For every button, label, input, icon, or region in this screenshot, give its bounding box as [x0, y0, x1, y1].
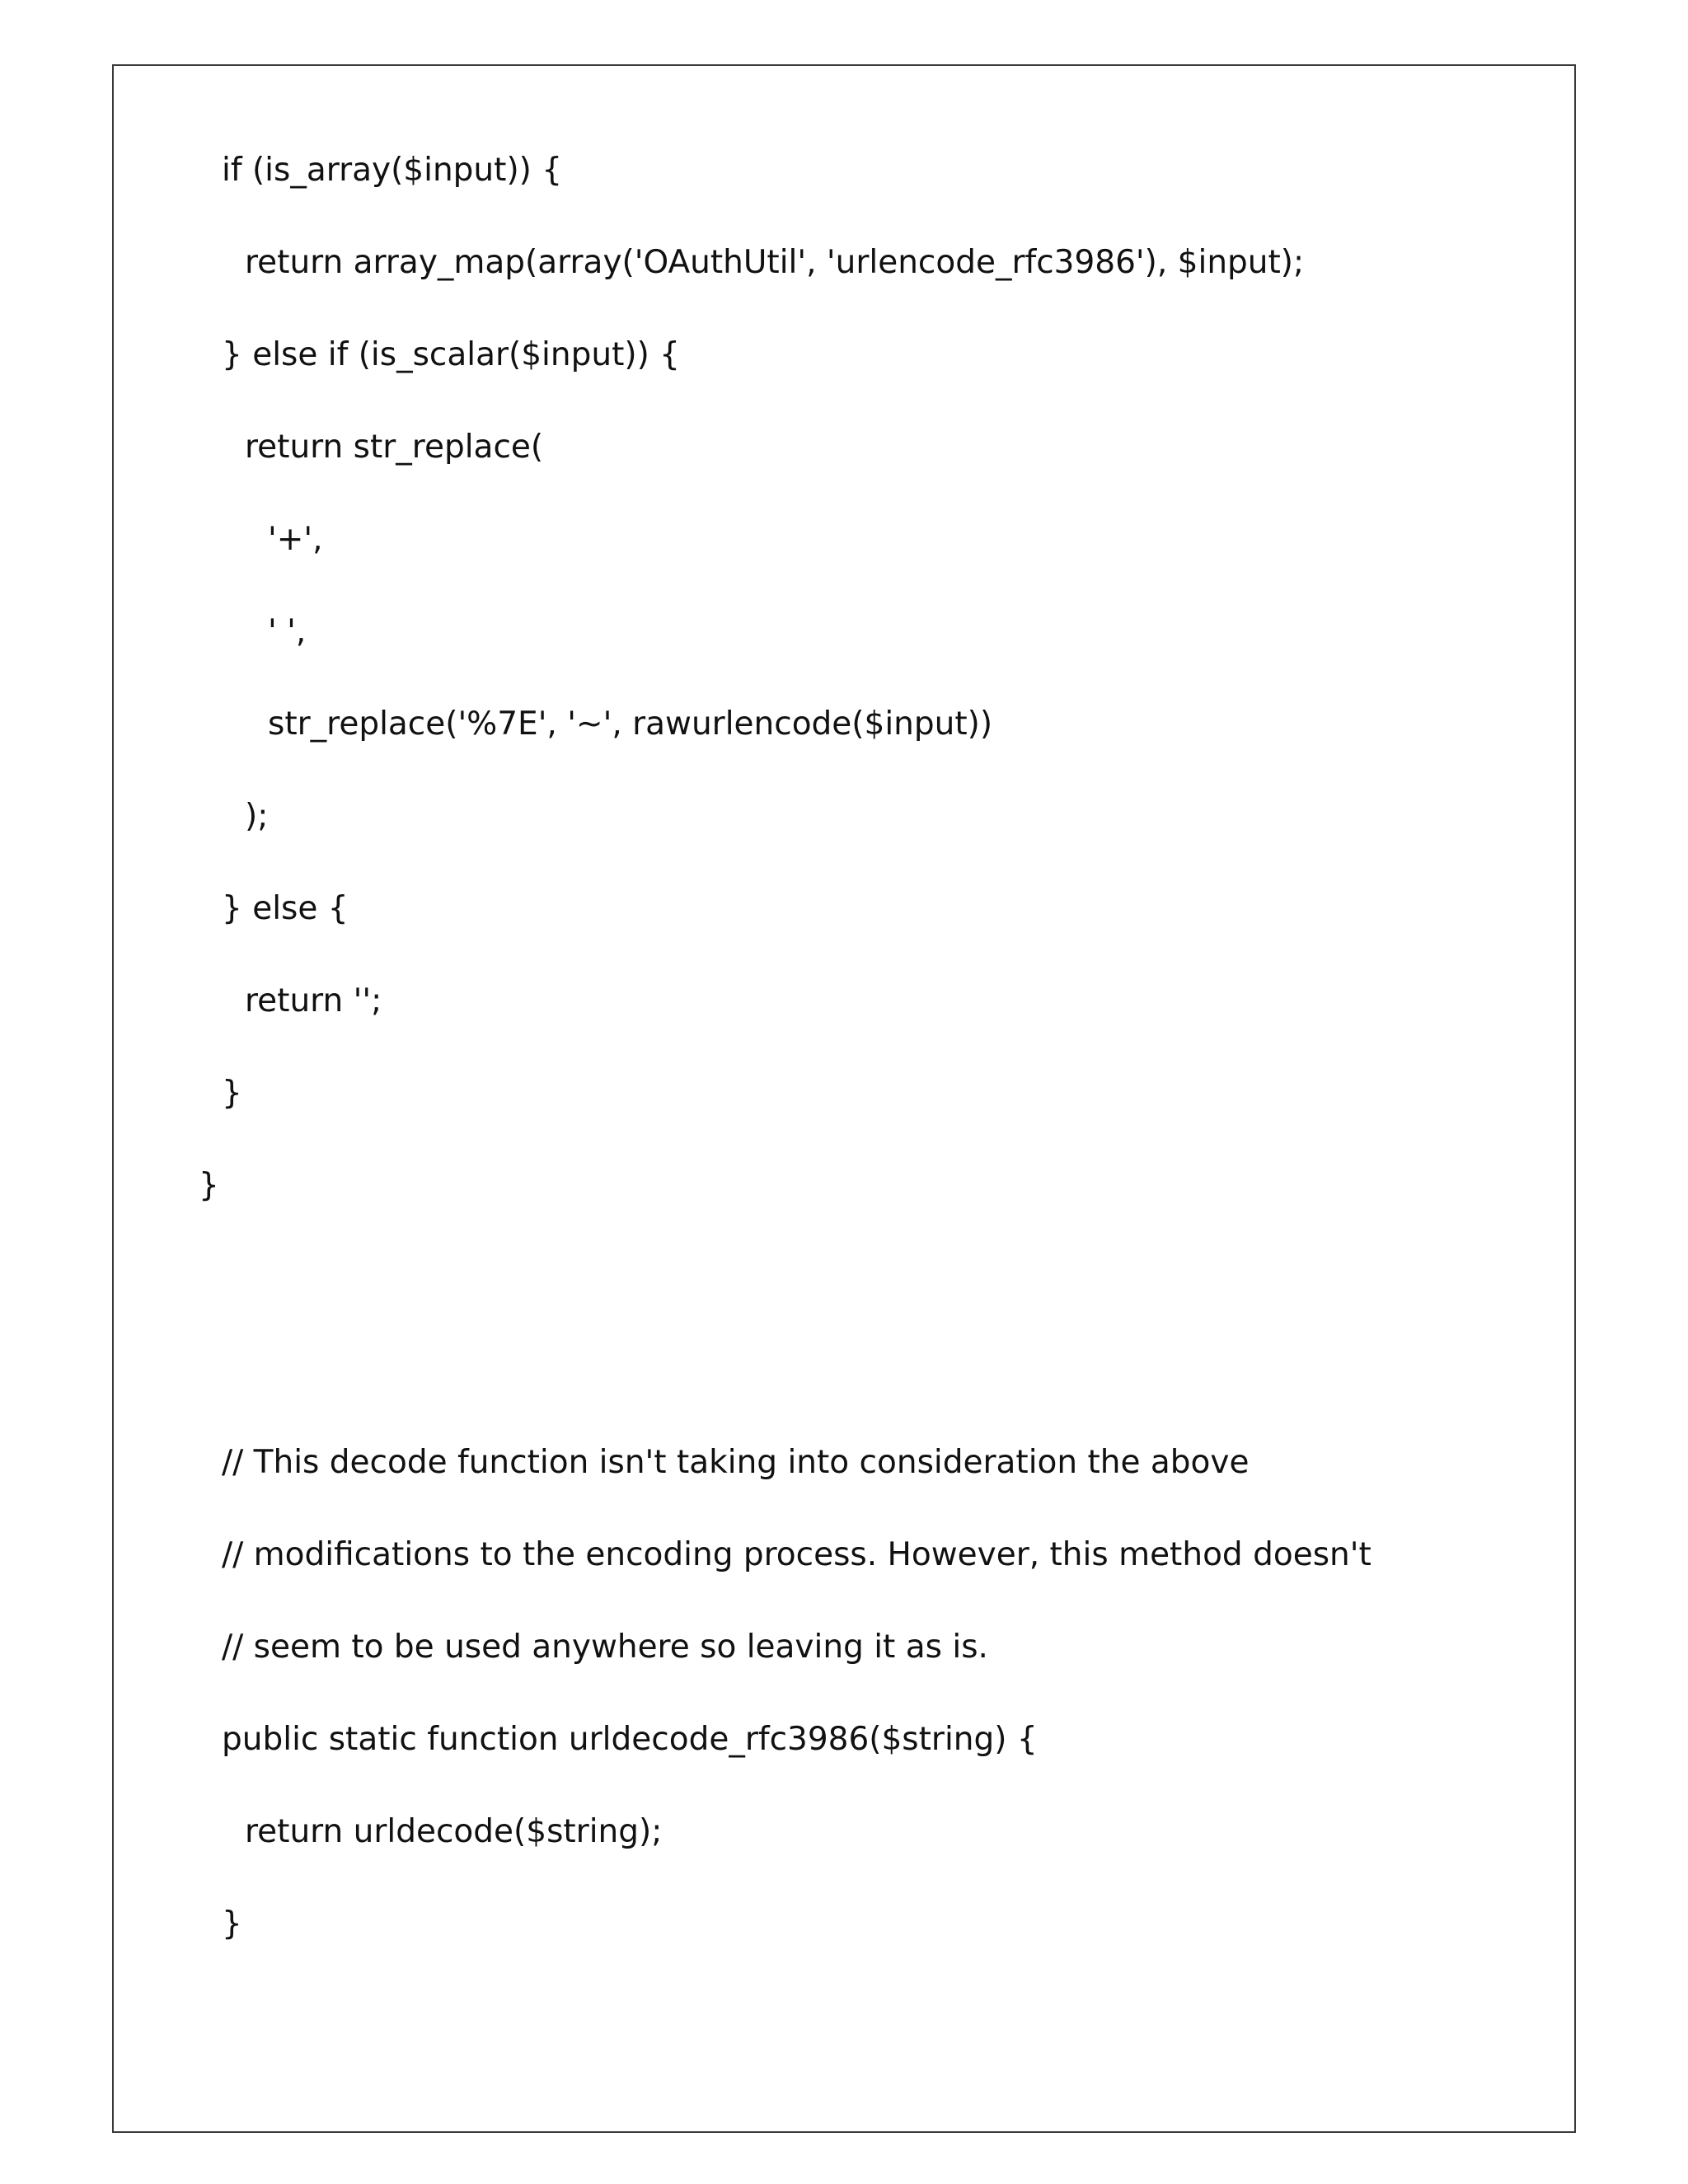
code-line: '+',: [268, 521, 323, 558]
code-line: } else if (is_scalar($input)) {: [222, 336, 680, 373]
comment-line: // This decode function isn't taking into consideration the above: [222, 1444, 1250, 1481]
code-line: return array_map(array('OAuthUtil', 'urlencode_rfc3986'), $input);: [245, 244, 1305, 281]
code-line: public static function urldecode_rfc3986($string) {: [222, 1721, 1038, 1758]
code-line: return str_replace(: [245, 429, 544, 466]
code-line: }: [199, 1167, 219, 1204]
comment-line: // seem to be used anywhere so leaving it as is.: [222, 1629, 988, 1666]
code-line: if (is_array($input)) {: [222, 152, 563, 189]
comment-line: // modifications to the encoding process. However, this method doesn't: [222, 1536, 1372, 1573]
code-line: return '';: [245, 982, 382, 1019]
code-line: return urldecode($string);: [245, 1813, 663, 1850]
code-line: }: [222, 1905, 242, 1943]
code-line: } else {: [222, 890, 349, 927]
code-line: }: [222, 1075, 242, 1112]
code-line: ' ',: [268, 613, 307, 650]
code-line: str_replace('%7E', '~', rawurlencode($input)): [268, 705, 993, 743]
code-line: );: [245, 798, 269, 835]
